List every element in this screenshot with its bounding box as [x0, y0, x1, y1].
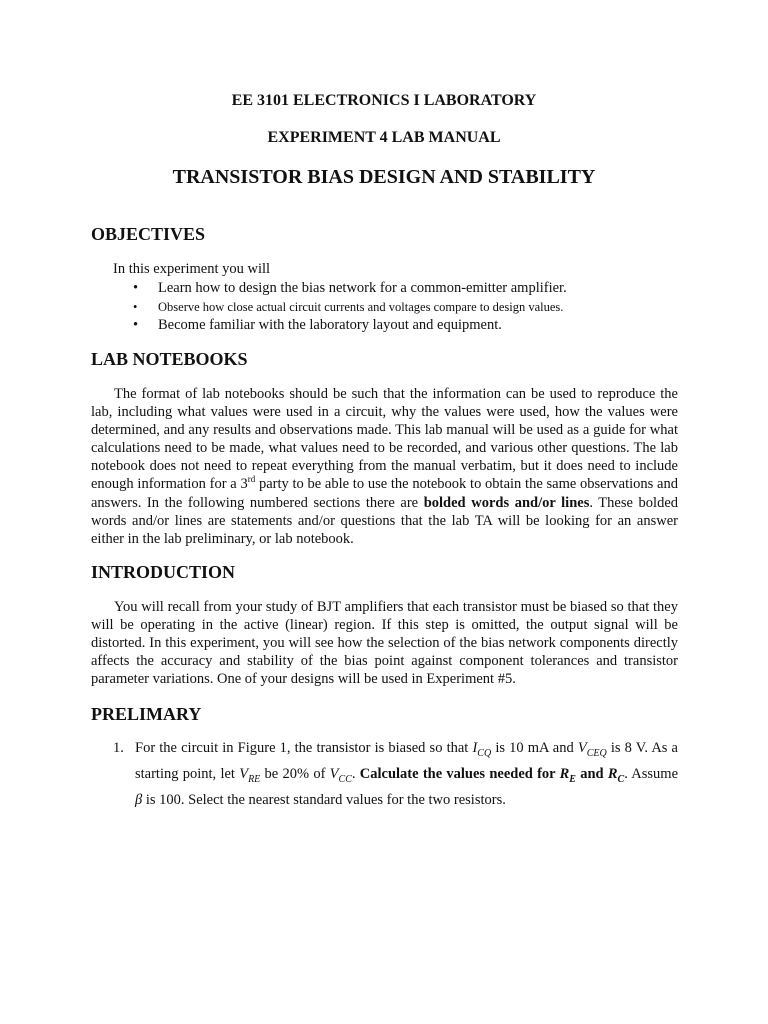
list-item: • Observe how close actual circuit currents and voltages compare to design values. — [113, 298, 567, 317]
list-item: 1. For the circuit in Figure 1, the transistor is biased so that $I_{CQ}$ is 10 mA and $V_{CEQ}$ is 8 V. As a starting point, let $V_{RE}$ be 20% of $V_{CC}$. Calculate the values needed for $R_E$ and $R_C$. Assume β is 100. Select the nearest standard values for the two resistors. — [113, 740, 679, 808]
objectives-heading: OBJECTIVES — [91, 224, 206, 244]
bullet-icon: • — [133, 299, 138, 314]
introduction-heading: INTRODUCTION — [91, 562, 236, 582]
bullet-icon: • — [133, 280, 139, 296]
prelimary-list — [113, 738, 678, 811]
lab-notebooks-heading: LAB NOTEBOOKS — [91, 349, 248, 369]
objectives-list — [113, 279, 567, 335]
objectives-intro: In this experiment you will — [113, 261, 271, 277]
course-title: EE 3101 ELECTRONICS I LABORATORY — [231, 92, 537, 109]
prelimary-heading: PRELIMARY — [91, 704, 202, 724]
bullet-icon: • — [133, 317, 139, 333]
list-item: • Learn how to design the bias network for a common-emitter amplifier. — [133, 280, 567, 296]
experiment-title: TRANSISTOR BIAS DESIGN AND STABILITY — [172, 166, 596, 188]
introduction-paragraph: You will recall from your study of BJT amplifiers that each transistor must be biased so that they will be operating in the active (linear) region. If this step is omitted, the output signal will be distorted. In this experiment, you will see how the selection of the bias network components directly affects the accuracy and stability of the bias point against component tolerances and transistor parameter variations. One of your designs will be used in Experiment #5. — [91, 599, 678, 688]
lab-notebooks-paragraph: The format of lab notebooks should be such that the information can be used to reproduce the lab, including what values were used in a circuit, why the values were used, how the values were determined, and any results and observations made. This lab manual will be used as a guide for what calculations need to be made, what values need to be recorded, and various other questions. The lab notebook does not need to repeat everything from the manual verbatim, but it does need to include enough information for a 3rd party to be able to use the notebook to obtain the same observations and answers. In the following numbered sections there are bolded words and/or lines. These bolded words and/or lines are statements and/or questions that the lab TA will be looking for an answer either in the lab preliminary, or lab notebook. — [91, 386, 678, 547]
manual-title: EXPERIMENT 4 LAB MANUAL — [267, 129, 501, 146]
list-item: • Become familiar with the laboratory layout and equipment. — [133, 317, 502, 333]
